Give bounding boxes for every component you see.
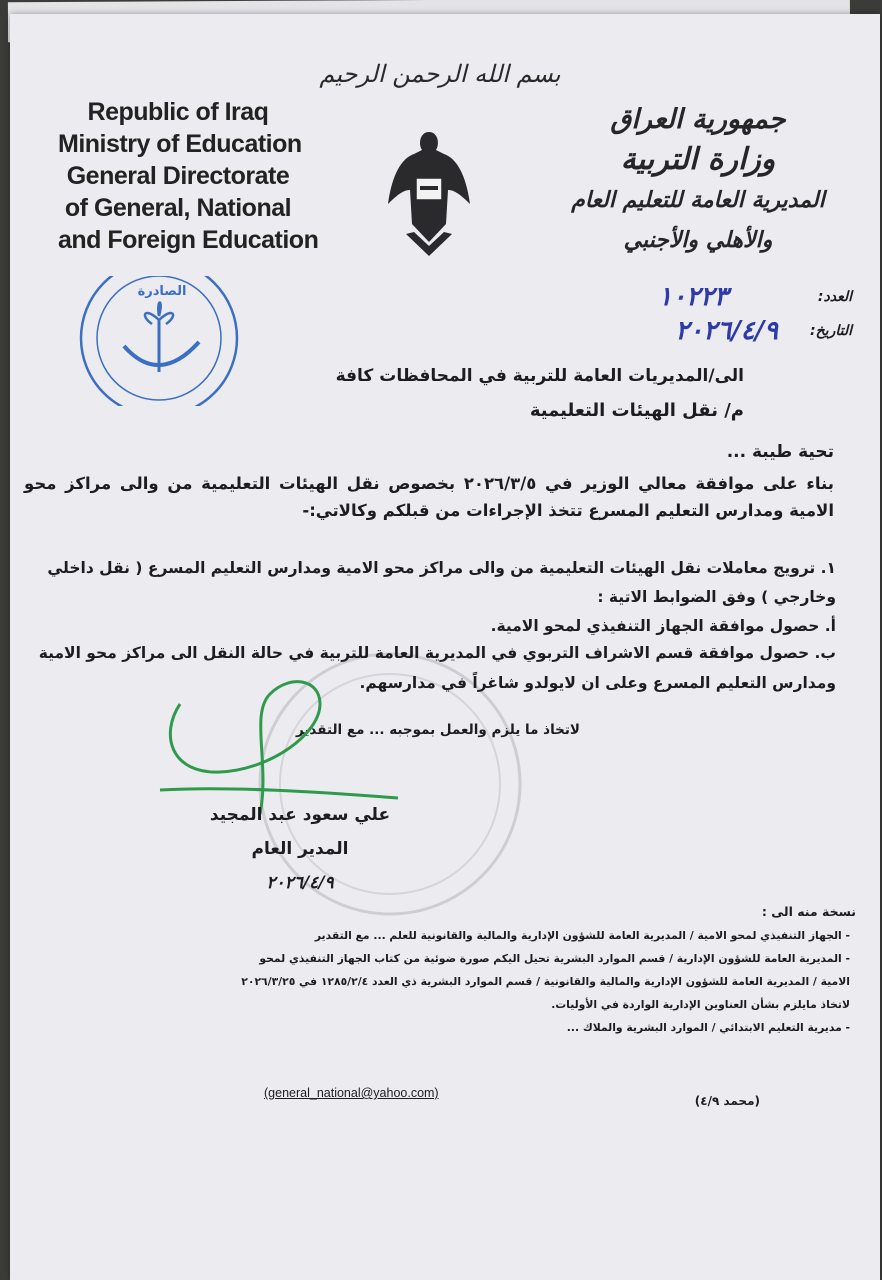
reference-date-label: التاريخ: <box>810 323 852 339</box>
list-item-a: أ. حصول موافقة الجهاز التنفيذي لمحو الامية. <box>490 617 836 635</box>
arabic-letterhead-line-1: جمهورية العراق <box>610 104 786 135</box>
copy-item: - مديرية التعليم الابتدائي / الموارد البشرية والملاك ... <box>566 1021 850 1034</box>
stamp-label: الصادرة <box>137 284 187 299</box>
arabic-letterhead <box>558 100 838 260</box>
footer-reference: (محمد ٤/٩) <box>694 1094 760 1108</box>
arabic-letterhead-line-3: المديرية العامة للتعليم العام <box>571 187 825 213</box>
closing-line: لاتخاذ ما يلزم والعمل بموجبه ... مع التقدير <box>295 722 580 738</box>
english-letterhead-line-5: and Foreign Education <box>58 226 319 254</box>
copy-item: - الجهاز التنفيذي لمحو الامية / المديرية العامة للشؤون الإدارية والمالية والقانونية للعلم ... مع التقدير <box>314 929 850 942</box>
english-letterhead <box>58 96 319 256</box>
basmala: بسم الله الرحمن الرحيم <box>319 60 561 88</box>
copies-title: نسخة منه الى : <box>761 904 856 919</box>
copies-list <box>110 924 850 1039</box>
reference-date-value: ٢٠٢٦/٤/٩ <box>675 316 778 346</box>
english-letterhead-line-2: Ministry of Education <box>58 130 302 158</box>
english-letterhead-line-1: Republic of Iraq <box>87 98 269 126</box>
arabic-letterhead-line-2: وزارة التربية <box>620 142 776 177</box>
reference-number-row <box>492 282 852 312</box>
eagle-emblem-icon <box>384 114 474 264</box>
signatory-name: علي سعود عبد المجيد <box>209 805 391 825</box>
reference-block <box>492 282 852 346</box>
copy-item: الامية / المديرية العامة للشؤون الإدارية والمالية والقانونية / قسم الموارد البشرية ذي العدد ١٢٨٥/٢/٤ في ٢٠٢٦/٣/٢٥ <box>241 975 850 988</box>
signature-block <box>170 798 430 900</box>
email-address: (general_national@yahoo.com) <box>264 1086 439 1100</box>
main-paragraph: بناء على موافقة معالي الوزير في ٢٠٢٦/٣/٥ بخصوص نقل الهيئات التعليمية من والى مراكز محو الامية ومدارس التعليم المسرع تتخذ الإجراءات من قبلكم وكالاتي:- <box>24 474 834 520</box>
reference-number-value: ١٠٢٢٣ <box>658 282 728 312</box>
english-letterhead-line-3: General Directorate <box>66 162 290 190</box>
reference-number-label: العدد: <box>817 289 852 305</box>
recipient-line: الى/المديريات العامة للتربية في المحافظات كافة <box>335 366 744 386</box>
list-item-b: ب. حصول موافقة قسم الاشراف التربوي في المديرية العامة للتربية في حالة النقل الى مراكز محو الامية ومدارس التعليم المسرع وعلى ان لايولدو شاغراً في مدارسهم. <box>38 644 836 692</box>
greeting: تحية طيبة ... <box>726 442 834 462</box>
arabic-letterhead-line-4: والأهلي والأجنبي <box>623 227 773 253</box>
copy-item: لاتخاذ مايلزم بشأن العناوين الإدارية الواردة في الأوليات. <box>551 998 850 1011</box>
subject-line: م/ نقل الهيئات التعليمية <box>529 400 744 421</box>
reference-date-row <box>492 316 852 346</box>
english-letterhead-line-4: of General, National <box>64 194 292 222</box>
signature-date: ٢٠٢٦/٤/٩ <box>266 873 334 893</box>
signatory-title: المدير العام <box>251 839 349 859</box>
list-item-1: ١. ترويج معاملات نقل الهيئات التعليمية من والى مراكز محو الامية ومدارس التعليم المسرع ( نقل داخلي وخارجي ) وفق الضوابط الاتية : <box>47 559 836 606</box>
letter-page <box>10 14 880 1280</box>
copy-item: - المديرية العامة للشؤون الإدارية / قسم الموارد البشرية تحيل اليكم صورة ضوئية من كتاب الجهاز التنفيذي لمحو <box>259 952 850 965</box>
